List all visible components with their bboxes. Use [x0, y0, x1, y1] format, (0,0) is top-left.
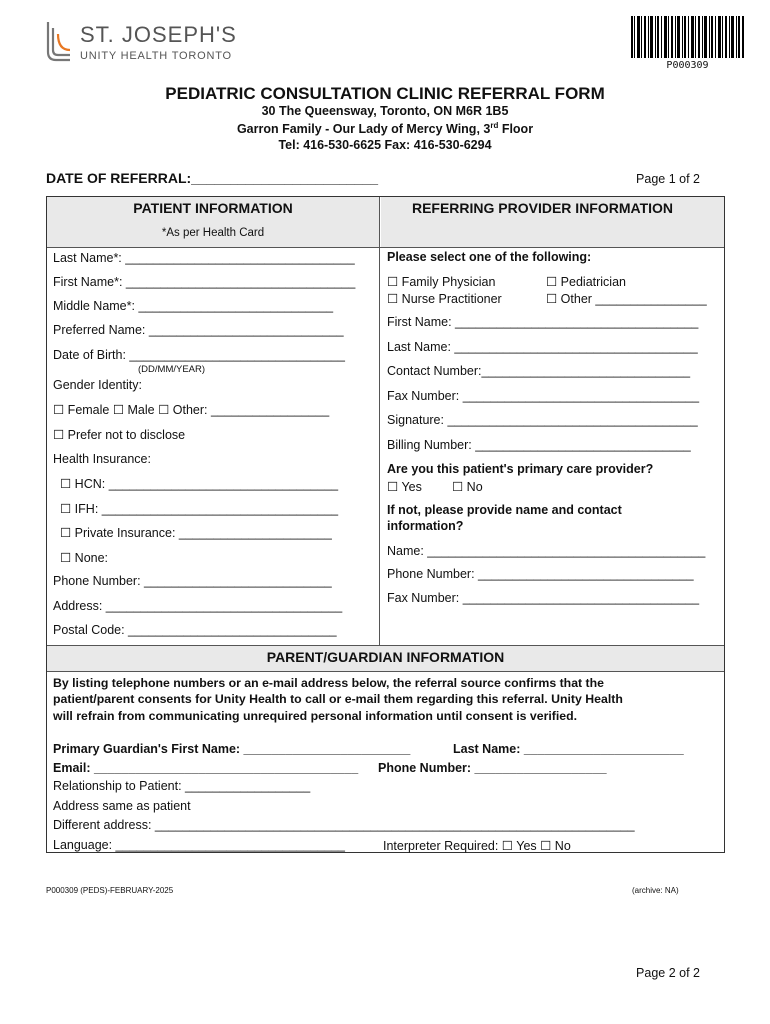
- provider-info-heading: REFERRING PROVIDER INFORMATION: [411, 200, 674, 216]
- form-title: PEDIATRIC CONSULTATION CLINIC REFERRAL FORM: [165, 84, 605, 103]
- relationship-field[interactable]: Relationship to Patient: __________________: [53, 779, 311, 793]
- no-insurance-checkbox[interactable]: ☐ None:: [60, 551, 109, 565]
- other-provider-field[interactable]: ☐ Other ________________: [546, 292, 707, 306]
- guardian-phone-field[interactable]: Phone Number: ___________________: [378, 761, 607, 775]
- different-address-field[interactable]: Different address: _____________________________________________________________________: [53, 818, 635, 832]
- guardian-email-field[interactable]: Email: ______________________________________: [53, 761, 359, 775]
- page-2-number: Page 2 of 2: [636, 966, 700, 980]
- table-divider-v: [379, 197, 380, 645]
- date-of-referral-field[interactable]: DATE OF REFERRAL:________________________: [46, 170, 379, 186]
- provider-last-name-field[interactable]: Last Name: ___________________________________: [387, 340, 698, 354]
- nurse-practitioner-checkbox[interactable]: ☐ Nurse Practitioner: [387, 292, 502, 306]
- gender-prefer-not-checkbox[interactable]: ☐ Prefer not to disclose: [53, 428, 186, 442]
- pcp-no-checkbox[interactable]: ☐ No: [452, 480, 483, 494]
- provider-fax-field[interactable]: Fax Number: __________________________________: [387, 389, 700, 403]
- patient-last-name-field[interactable]: Last Name*: _________________________________: [53, 251, 355, 265]
- table-divider-h3: [47, 671, 724, 672]
- clinic-wing: Garron Family - Our Lady of Mercy Wing, 3rd Floor: [236, 121, 534, 137]
- health-insurance-label: Health Insurance:: [53, 452, 151, 466]
- address-same-option[interactable]: Address same as patient: [53, 799, 191, 813]
- interpreter-required-options[interactable]: Interpreter Required: ☐ Yes ☐ No: [383, 839, 571, 853]
- pcp-yes-checkbox[interactable]: ☐ Yes: [387, 480, 422, 494]
- patient-first-name-field[interactable]: First Name*: _________________________________: [53, 275, 356, 289]
- provider-type-prompt: Please select one of the following:: [387, 250, 592, 264]
- provider-billing-field[interactable]: Billing Number: _______________________________: [387, 438, 691, 452]
- clinic-address: 30 The Queensway, Toronto, ON M6R 1B5: [261, 104, 509, 118]
- consent-notice-3: will refrain from communicating unrequired personal information until consent is verified.: [53, 709, 578, 723]
- ifh-field[interactable]: ☐ IFH: __________________________________: [60, 502, 339, 516]
- guardian-last-name-field[interactable]: Last Name: _______________________: [453, 742, 684, 756]
- pediatrician-checkbox[interactable]: ☐ Pediatrician: [546, 275, 626, 289]
- consent-notice-2: patient/parent consents for Unity Health to call or e-mail them regarding this referral. Unity Health: [53, 692, 623, 706]
- gender-identity-label: Gender Identity:: [53, 378, 142, 392]
- provider-contact-field[interactable]: Contact Number:______________________________: [387, 364, 691, 378]
- primary-care-question: Are you this patient's primary care provider?: [387, 462, 654, 476]
- logo-subtitle: UNITY HEALTH TORONTO: [80, 50, 232, 62]
- logo-name: ST. JOSEPH'S: [80, 22, 237, 47]
- family-physician-checkbox[interactable]: ☐ Family Physician: [387, 275, 496, 289]
- alt-provider-fax-field[interactable]: Fax Number: __________________________________: [387, 591, 700, 605]
- alt-provider-name-field[interactable]: Name: ________________________________________: [387, 544, 706, 558]
- consent-notice-1: By listing telephone numbers or an e-mail address below, the referral source confirms that the: [53, 676, 604, 690]
- alt-provider-prompt-2: information?: [387, 519, 464, 533]
- patient-info-subheading: *As per Health Card: [161, 227, 265, 239]
- patient-dob-field[interactable]: Date of Birth: _______________________________: [53, 348, 345, 362]
- archive-note: (archive: NA): [632, 886, 679, 895]
- patient-postal-code-field[interactable]: Postal Code: ______________________________: [53, 623, 337, 637]
- patient-info-heading: PATIENT INFORMATION: [133, 200, 293, 216]
- patient-address-field[interactable]: Address: __________________________________: [53, 599, 343, 613]
- language-field[interactable]: Language: _________________________________: [53, 838, 345, 852]
- alt-provider-phone-field[interactable]: Phone Number: _______________________________: [387, 567, 694, 581]
- barcode-icon: [631, 16, 744, 58]
- patient-middle-name-field[interactable]: Middle Name*: ____________________________: [53, 299, 334, 313]
- clinic-contact: Tel: 416-530-6625 Fax: 416-530-6294: [278, 138, 492, 152]
- guardian-first-name-field[interactable]: Primary Guardian's First Name: ________________________: [53, 742, 411, 756]
- provider-first-name-field[interactable]: First Name: ___________________________________: [387, 315, 699, 329]
- form-code: P000309 (PEDS)-FEBRUARY-2025: [46, 886, 174, 895]
- hcn-field[interactable]: ☐ HCN: _________________________________: [60, 477, 339, 491]
- logo-mark-icon: [44, 18, 74, 62]
- gender-options[interactable]: ☐ Female ☐ Male ☐ Other: _________________: [53, 403, 330, 417]
- private-insurance-field[interactable]: ☐ Private Insurance: ______________________: [60, 526, 332, 540]
- barcode-number: P000309: [666, 60, 709, 71]
- page-number: Page 1 of 2: [636, 172, 700, 186]
- guardian-info-heading: PARENT/GUARDIAN INFORMATION: [266, 649, 505, 665]
- patient-phone-field[interactable]: Phone Number: ___________________________: [53, 574, 332, 588]
- dob-format-hint: (DD/MM/YEAR): [138, 364, 206, 375]
- alt-provider-prompt-1: If not, please provide name and contact: [387, 503, 622, 517]
- provider-signature-field[interactable]: Signature: ____________________________________: [387, 413, 698, 427]
- table-divider-h1: [47, 247, 724, 248]
- patient-preferred-name-field[interactable]: Preferred Name: ____________________________: [53, 323, 344, 337]
